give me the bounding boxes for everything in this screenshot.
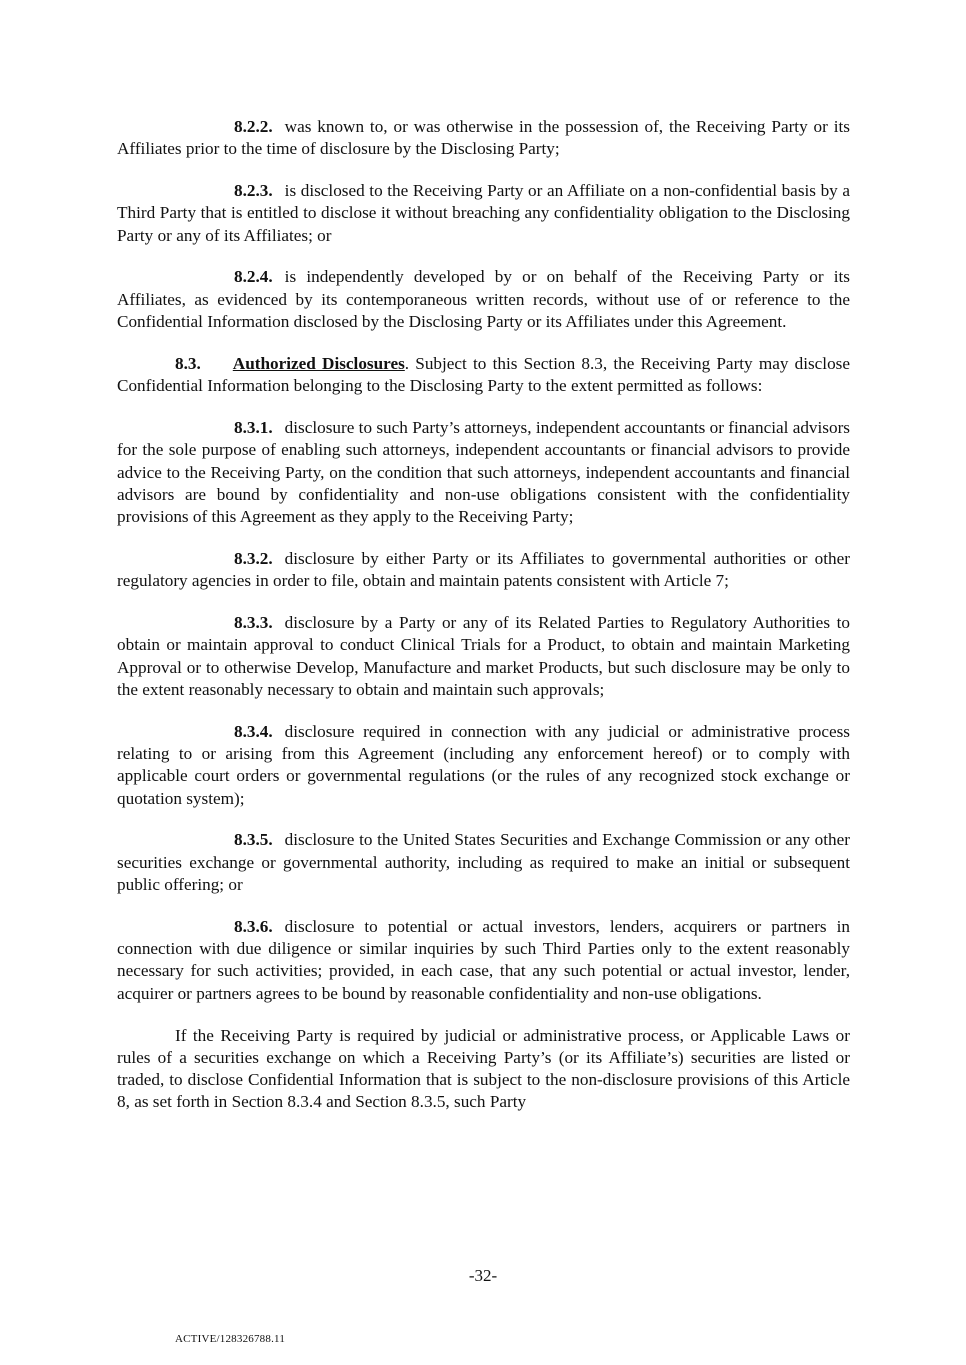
clause-number: 8.2.4. — [234, 267, 273, 287]
clause-text: disclosure to the United States Securities and Exchange Commission or any other securities exchange or governmental authority, including as required to make an initial or subsequent public offering; or — [117, 830, 850, 895]
clause-8-3-1 — [117, 417, 850, 528]
clause-8-3-4 — [117, 721, 850, 810]
clause-8-2-2 — [117, 116, 850, 161]
clause-number: 8.2.3. — [234, 181, 273, 201]
clause-number: 8.3.4. — [234, 721, 273, 741]
clause-8-3-2 — [117, 548, 850, 593]
clause-8-2-4 — [117, 266, 850, 333]
closing-paragraph — [117, 1025, 850, 1114]
clause-text: disclosure required in connection with any judicial or administrative process relating to or arising from this Agreement (including any enforcement hereof) or to comply with applicable court orders or governmental regulations (or the rules of any recognized stock exchange or quotation system); — [117, 721, 850, 808]
section-number: 8.3. — [175, 353, 201, 373]
clause-number: 8.2.2. — [234, 117, 273, 136]
clause-text: disclosure by either Party or its Affiliates to governmental authorities or other regulatory agencies in order to file, obtain and maintain patents consistent with Article 7; — [117, 548, 850, 591]
clause-number: 8.3.5. — [234, 830, 273, 850]
clause-number: 8.3.3. — [234, 613, 273, 633]
clause-number: 8.3.1. — [234, 417, 273, 437]
document-id: ACTIVE/128326788.11 — [175, 1333, 286, 1345]
section-8-3 — [117, 353, 850, 398]
clause-text: was known to, or was otherwise in the possession of, the Receiving Party or its Affiliates prior to the time of disclosure by the Disclosing Party; — [117, 117, 850, 159]
clause-text: disclosure by a Party or any of its Related Parties to Regulatory Authorities to obtain or maintain approval to conduct Clinical Trials for a Product, to obtain and maintain Marketing Approval or to otherwise Develop, Manufacture and market Products, but such disclosure may be only to the extent reasonably necessary to obtain and maintain such approvals; — [117, 613, 850, 699]
closing-text: If the Receiving Party is required by judicial or administrative process, or Applicable Laws or rules of a securities exchange on which a Receiving Party’s (or its Affiliate’s) securities are listed or traded, to disclose Confidential Information that is subject to the non-disclosure provisions of this Article 8, as set forth in Section 8.3.4 and Section 8.3.5, such Party — [117, 1025, 850, 1112]
section-heading: Authorized Disclosures — [232, 353, 405, 373]
clause-text: disclosure to potential or actual investors, lenders, acquirers or partners in connection with due diligence or similar inquiries by such Third Parties only to the extent reasonably necessary for such activities; provided, in each case, that any such potential or actual investor, lender, acquirer or partners agrees to be bound by reasonable confidentiality and non-use obligations. — [117, 916, 850, 1003]
clause-number: 8.3.2. — [234, 548, 273, 568]
clause-8-3-6 — [117, 916, 850, 1005]
page-number: -32- — [468, 1266, 498, 1285]
clause-text: is independently developed by or on behalf of the Receiving Party or its Affiliates, as evidenced by its contemporaneous written records, without use of or reference to the Confidential Information disclosed by the Disclosing Party or its Affiliates under this Agreement. — [117, 267, 850, 332]
clause-number: 8.3.6. — [234, 916, 273, 936]
clause-8-3-3 — [117, 612, 850, 701]
clause-8-3-5 — [117, 829, 850, 896]
section-text: . Subject to this Section 8.3, the Receiving Party may disclose Confidential Information belonging to the Disclosing Party to the extent permitted as follows: — [117, 353, 850, 396]
clause-text: disclosure to such Party’s attorneys, independent accountants or financial advisors for the sole purpose of enabling such attorneys, independent accountants or financial advisors to provide advice to the Receiving Party, on the condition that such attorneys, independent accountants and financial advisors are bound by confidentiality and non-use obligations consistent with the confidentiality provisions of this Agreement as they apply to the Receiving Party; — [117, 417, 850, 527]
clause-text: is disclosed to the Receiving Party or an Affiliate on a non-confidential basis by a Third Party that is entitled to disclose it without breaching any confidentiality obligation to the Disclosing Party or any of its Affiliates; or — [117, 181, 850, 245]
clause-8-2-3 — [117, 180, 850, 247]
document-page — [117, 116, 850, 1133]
